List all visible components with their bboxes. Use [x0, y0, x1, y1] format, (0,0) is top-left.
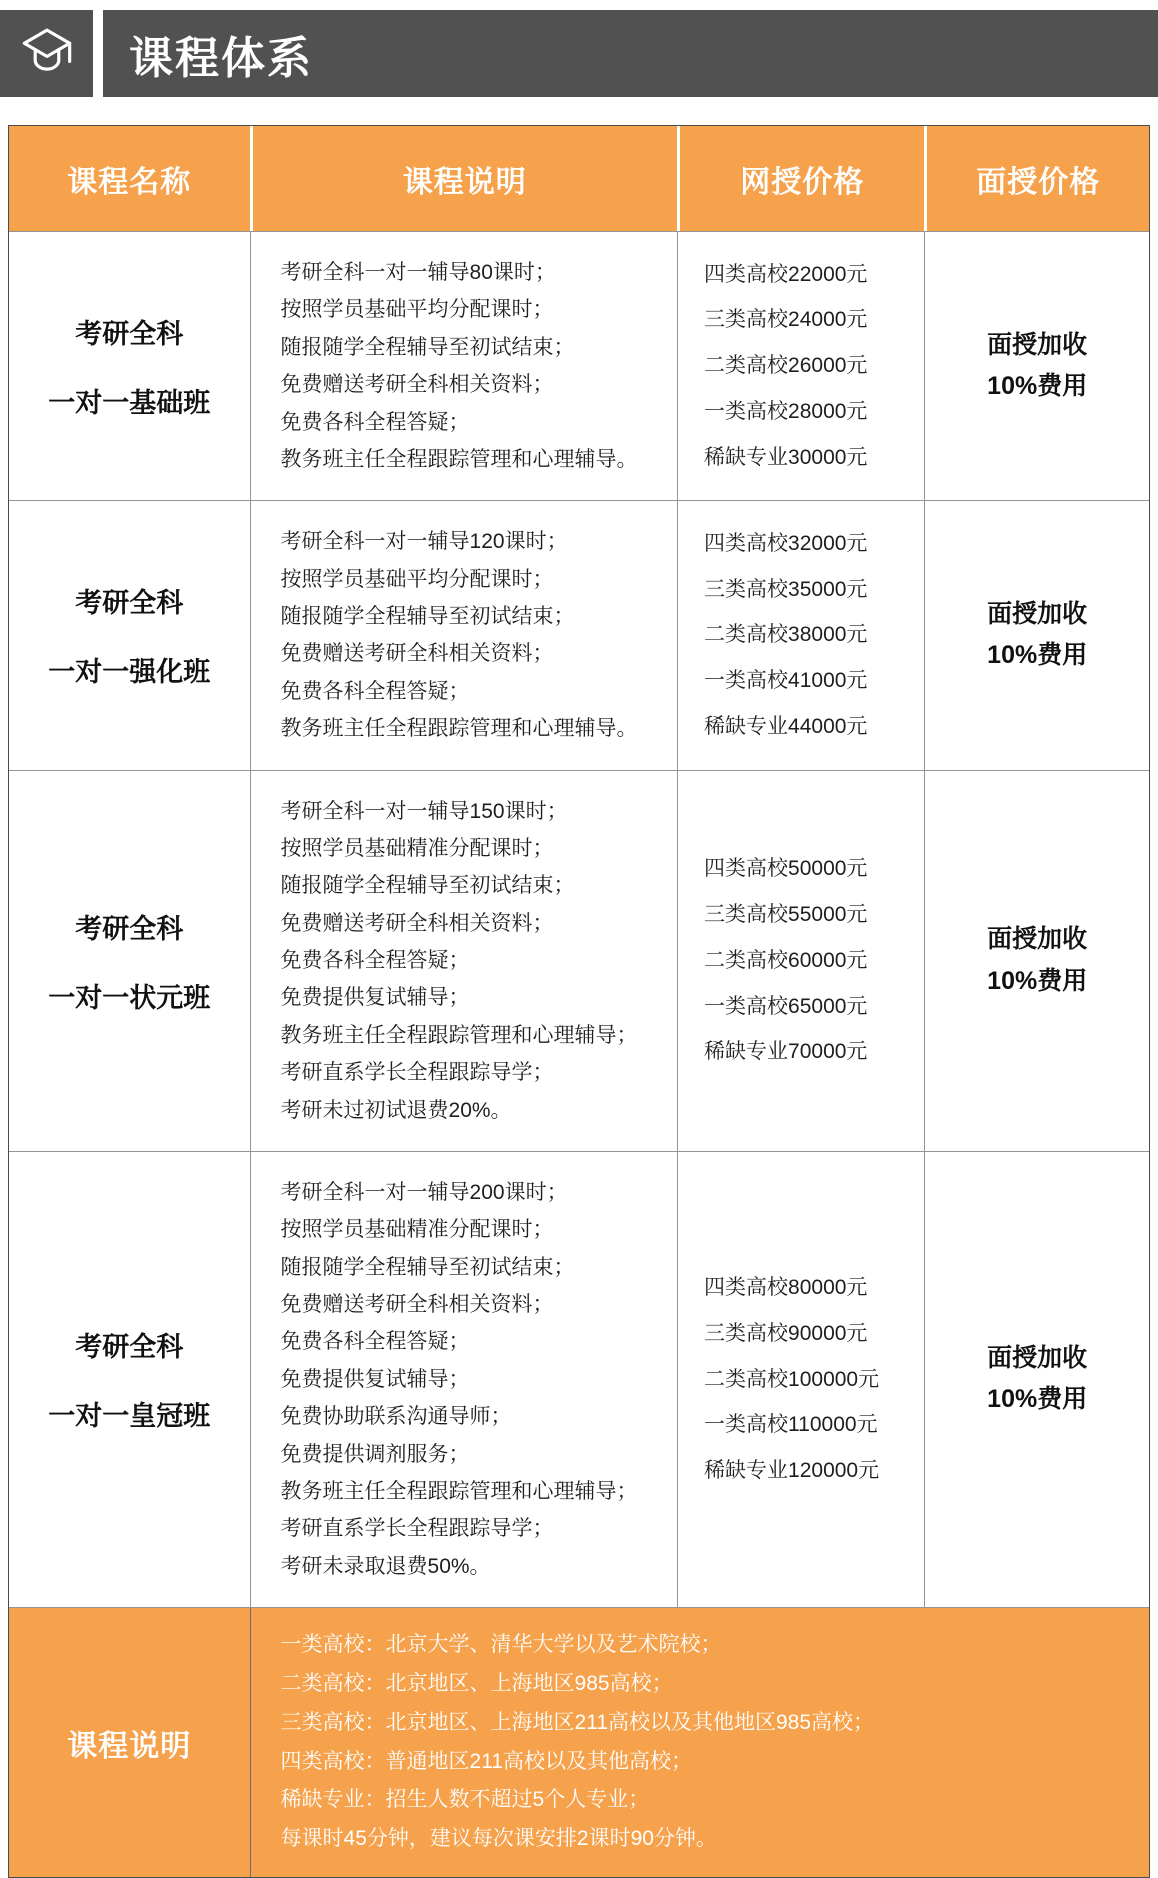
text-line: 三类高校：北京地区、上海地区211高校以及其他地区985高校；	[280, 1710, 875, 1734]
course-desc-cell	[250, 501, 678, 769]
header-icon-box	[0, 10, 93, 97]
text-line: 一类高校110000元	[704, 1413, 878, 1437]
page	[0, 10, 1158, 1851]
text-line: 免费各科全程答疑；	[280, 1330, 470, 1354]
text-line: 教务班主任全程跟踪管理和心理辅导。	[280, 717, 638, 741]
text-line: 一类高校41000元	[704, 669, 868, 693]
text-line: 二类高校60000元	[704, 948, 868, 972]
text-line: 考研未过初试退费20%。	[280, 1098, 512, 1122]
course-name-line2: 一对一强化班	[48, 657, 211, 688]
online-price-cell	[677, 232, 924, 500]
inperson-price-line2: 10%费用	[987, 966, 1088, 995]
text-line: 一类高校28000元	[704, 400, 868, 423]
text-line: 免费赠送考研全科相关资料；	[280, 911, 554, 935]
text-line: 随报随学全程辅导至初试结束；	[280, 335, 575, 359]
column-header-course-name: 课程名称	[67, 165, 192, 199]
text-line: 免费各科全程答疑；	[280, 679, 470, 703]
text-line: 按照学员基础平均分配课时；	[280, 567, 554, 591]
text-line: 二类高校100000元	[704, 1367, 880, 1391]
text-line: 考研全科一对一辅导80课时；	[280, 261, 556, 284]
course-table	[8, 125, 1150, 1878]
graduation-cap-icon	[18, 22, 76, 85]
footer-label: 课程说明	[67, 1729, 192, 1763]
course-name-line1: 考研全科	[75, 588, 184, 619]
text-line: 考研全科一对一辅导120课时；	[280, 530, 568, 554]
course-name-line2: 一对一基础班	[48, 388, 211, 419]
text-line: 免费赠送考研全科相关资料；	[280, 642, 554, 666]
text-line: 免费提供复试辅导；	[280, 986, 470, 1010]
text-line: 稀缺专业44000元	[704, 715, 868, 739]
text-line: 免费各科全程答疑；	[280, 410, 470, 434]
text-line: 免费赠送考研全科相关资料；	[280, 373, 554, 397]
text-line: 免费提供复试辅导；	[280, 1367, 470, 1391]
text-line: 考研全科一对一辅导200课时；	[280, 1180, 568, 1204]
text-line: 一类高校：北京大学、清华大学以及艺术院校；	[280, 1633, 722, 1656]
inperson-price-line2: 10%费用	[987, 372, 1088, 401]
online-price-cell	[677, 1152, 924, 1607]
inperson-price-cell	[924, 1152, 1149, 1607]
course-name-line2: 一对一状元班	[48, 982, 211, 1013]
inperson-price-line2: 10%费用	[987, 641, 1088, 670]
inperson-price-block	[987, 919, 1087, 1002]
footer-notes	[250, 1608, 1149, 1877]
text-line: 二类高校26000元	[704, 354, 868, 378]
inperson-price-block	[987, 1338, 1087, 1421]
text-line: 三类高校90000元	[704, 1321, 868, 1345]
column-header-online-price: 网授价格	[677, 126, 924, 231]
inperson-price-cell	[924, 501, 1149, 769]
table-footer	[9, 1607, 1149, 1877]
text-line: 二类高校38000元	[704, 623, 868, 647]
text-line: 一类高校65000元	[704, 994, 868, 1018]
course-name-line2: 一对一皇冠班	[48, 1401, 211, 1432]
text-line: 稀缺专业120000元	[704, 1459, 880, 1483]
text-line: 按照学员基础平均分配课时；	[280, 298, 554, 322]
text-line: 免费赠送考研全科相关资料；	[280, 1293, 554, 1316]
table-row	[9, 770, 1149, 1151]
course-desc-cell	[250, 232, 678, 500]
course-name-cell	[9, 771, 250, 1151]
text-line: 随报随学全程辅导至初试结束；	[280, 874, 575, 898]
text-line: 四类高校22000元	[704, 262, 868, 286]
course-name-cell	[9, 1152, 250, 1607]
column-header-course-desc: 课程说明	[250, 126, 678, 231]
text-line: 三类高校35000元	[704, 577, 868, 601]
text-line: 三类高校55000元	[704, 903, 868, 927]
table-row	[9, 1151, 1149, 1607]
text-line: 四类高校80000元	[704, 1276, 868, 1300]
text-line: 教务班主任全程跟踪管理和心理辅导；	[280, 1479, 638, 1503]
page-title: 课程体系	[129, 33, 313, 83]
text-line: 考研直系学长全程跟踪导学；	[280, 1517, 554, 1541]
course-name-line1: 考研全科	[75, 319, 184, 350]
text-line: 稀缺专业70000元	[704, 1040, 868, 1064]
online-price-cell	[677, 501, 924, 769]
inperson-price-line1: 面授加收	[987, 330, 1088, 359]
table-row	[9, 231, 1149, 500]
text-line: 稀缺专业：招生人数不超过5个人专业；	[280, 1788, 650, 1812]
text-line: 免费提供调剂服务；	[280, 1442, 470, 1466]
text-line: 每课时45分钟，建议每次课安排2课时90分钟。	[280, 1827, 717, 1851]
text-line: 考研未录取退费50%。	[280, 1554, 491, 1578]
course-desc-cell	[250, 1152, 678, 1607]
course-name-cell	[9, 501, 250, 769]
course-name-cell	[9, 232, 250, 500]
inperson-price-block	[987, 325, 1087, 408]
inperson-price-line2: 10%费用	[987, 1385, 1088, 1414]
text-line: 二类高校：北京地区、上海地区985高校；	[280, 1671, 673, 1695]
page-header	[0, 10, 1158, 97]
text-line: 教务班主任全程跟踪管理和心理辅导。	[280, 447, 638, 471]
course-name-line1: 考研全科	[75, 913, 184, 944]
text-line: 考研直系学长全程跟踪导学；	[280, 1061, 554, 1085]
text-line: 四类高校50000元	[704, 857, 868, 881]
course-desc-cell	[250, 771, 678, 1151]
table-row	[9, 500, 1149, 769]
inperson-price-cell	[924, 771, 1149, 1151]
text-line: 随报随学全程辅导至初试结束；	[280, 605, 575, 628]
inperson-price-cell	[924, 232, 1149, 500]
text-line: 考研全科一对一辅导150课时；	[280, 799, 568, 823]
inperson-price-line1: 面授加收	[987, 600, 1088, 629]
text-line: 随报随学全程辅导至初试结束；	[280, 1255, 575, 1279]
column-header-inperson-price: 面授价格	[924, 126, 1149, 231]
inperson-price-line1: 面授加收	[987, 1344, 1088, 1373]
text-line: 四类高校32000元	[704, 531, 868, 555]
text-line: 免费协助联系沟通导师；	[280, 1405, 512, 1429]
title-bar	[103, 10, 1158, 97]
course-name-line1: 考研全科	[75, 1332, 184, 1363]
online-price-cell	[677, 771, 924, 1151]
text-line: 教务班主任全程跟踪管理和心理辅导；	[280, 1023, 638, 1047]
text-line: 三类高校24000元	[704, 308, 868, 332]
text-line: 按照学员基础精准分配课时；	[280, 1218, 554, 1242]
text-line: 稀缺专业30000元	[704, 445, 868, 469]
text-line: 四类高校：普通地区211高校以及其他高校；	[280, 1749, 693, 1773]
table-header	[9, 126, 1149, 231]
text-line: 免费各科全程答疑；	[280, 949, 470, 972]
inperson-price-line1: 面授加收	[987, 925, 1088, 954]
inperson-price-block	[987, 594, 1087, 677]
text-line: 按照学员基础精准分配课时；	[280, 836, 554, 860]
